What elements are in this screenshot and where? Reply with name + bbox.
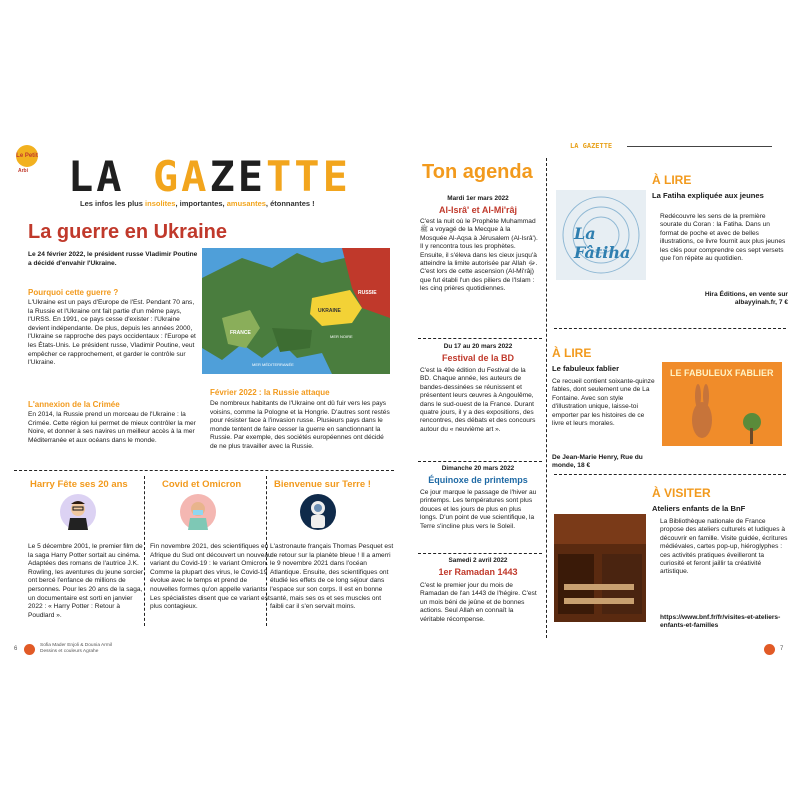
column-divider xyxy=(546,158,547,638)
map-label-ukraine: UKRAINE xyxy=(318,308,341,314)
event-text: Ce jour marque le passage de l'hiver au printemps. Les températures sont plus douces et les jours de plus en plus longs. D'un point de vue scientifique, la Terre s'incline plus vers le Soleil. xyxy=(420,489,537,530)
event-date: Dimanche 20 mars 2022 xyxy=(441,465,515,472)
section-text-attack: De nombreux habitants de l'Ukraine ont dû fuir vers les pays voisins, comme la Pologne et la Hongrie. D'autres sont restés pour résister face à l'invasion russe. Plusieurs pays dans le monde tentent de faire cesser la guerre en sanctionnant la Russie. Par exemple, des sociétés européennes ont décidé de ne plus travailler avec la Russie. xyxy=(210,400,390,450)
europe-map xyxy=(202,248,390,374)
fatiha-book-cover xyxy=(556,190,646,280)
news-text-harry: Le 5 décembre 2001, le premier film de la saga Harry Potter sortait au cinéma. Adaptées des romans de l'autrice J.K. Rowling, les aventures du jeune sorcier ont bercé l'enfance de millions de personnes. Pour les 20 ans de la saga, un documentaire est sorti en janvier 2022 : « Harry Potter : Retour à Poudlard ». xyxy=(28,543,144,619)
book-description: Redécouvre les sens de la première sourate du Coran : la Fatiha. Dans un format de poche et avec de belles illustrations, ce livre fournit aux plus jeunes les clés pour comprendre ces sept versets que l'on répète au quotidien. xyxy=(660,213,786,263)
harry-potter-avatar xyxy=(60,494,96,530)
divider xyxy=(554,474,786,475)
column-divider xyxy=(266,476,267,626)
visit-heading: À VISITER xyxy=(652,486,711,500)
event-name: Équinoxe de printemps xyxy=(428,475,528,485)
article-title: La guerre en Ukraine xyxy=(28,221,227,243)
visit-title: Ateliers enfants de la BnF xyxy=(652,504,746,513)
event-name: 1er Ramadan 1443 xyxy=(438,567,518,577)
event-text: C'est le premier jour du mois de Ramadan de l'an 1443 de l'hégire. C'est un mois béni de jeûne et de bonnes actions. Seul Allah en connaît la véritable récompense. xyxy=(420,582,537,623)
book-title: La Fatiha expliquée aux jeunes xyxy=(652,191,764,200)
visit-link[interactable]: https://www.bnf.fr/fr/visites-et-ateliers-enfants-et-familles xyxy=(660,614,781,630)
book-title: Le fabuleux fablier xyxy=(552,364,620,373)
map-label-black-sea: MER NOIRE xyxy=(330,334,353,339)
section-heading-attack: Février 2022 : la Russie attaque xyxy=(210,388,330,397)
astronaut-avatar xyxy=(300,494,336,530)
column-divider xyxy=(144,476,145,626)
event-name: Al-Isrâ' et Al-Mi'râj xyxy=(439,205,517,215)
news-title-harry: Harry Fête ses 20 ans xyxy=(30,479,128,490)
page-number: 7 xyxy=(780,646,784,652)
logo-badge: Le Petit xyxy=(16,145,38,167)
left-page xyxy=(10,138,396,666)
divider xyxy=(418,461,542,462)
top-rule xyxy=(627,146,772,147)
event-date: Samedi 2 avril 2022 xyxy=(448,557,508,564)
page-number: 6 xyxy=(14,646,18,652)
credits: Sofia Mader Enjoli & Dounia Armil Dessins et couleurs Agrahe xyxy=(40,643,112,654)
scientist-avatar xyxy=(180,494,216,530)
book-source: De Jean-Marie Henry, Rue du monde, 18 € xyxy=(552,454,643,470)
article-lead: Le 24 février 2022, le président russe Vladimir Poutine a décidé d'envahir l'Ukraine. xyxy=(28,251,198,267)
event-name: Festival de la BD xyxy=(441,353,515,363)
event-text: C'est la 49e édition du Festival de la BD. Chaque année, les auteurs de bandes-dessinées se réunissent et présentent leurs œuvres à Angoulême, dans le sud-ouest de la France. Durant quatre jours, il y a des expositions, des rencontres, des débats et des concours autour du « neuvième art ». xyxy=(420,367,536,433)
tagline: Les infos les plus insolites, importantes, amusantes, étonnantes ! xyxy=(80,199,315,208)
event-date: Mardi 1er mars 2022 xyxy=(447,195,509,202)
event-date: Du 17 au 20 mars 2022 xyxy=(443,343,513,350)
footer-logo xyxy=(24,644,35,655)
book-source: Hira Éditions, en vente sur albayyinah.fr, 7 € xyxy=(704,291,788,307)
masthead: LA GAZETTE xyxy=(68,152,351,201)
footer-logo xyxy=(764,644,775,655)
section-label: LA GAZETTE xyxy=(570,142,613,150)
news-text-covid: Fin novembre 2021, des scientifiques en Afrique du Sud ont découvert un nouveau variant du Covid-19 : le variant Omicron. Comme la plupart des virus, le Covid-19 évolue avec le temps et prend de nouvelles formes qu'on appelle variants. Les spécialistes disent que ce variant est plus contagieux. xyxy=(150,543,272,611)
fatiha-cover-title: La Fâtiha xyxy=(574,224,631,262)
section-text-why: L'Ukraine est un pays d'Europe de l'Est. Pendant 70 ans, la Russie et l'Ukraine ont fait partie d'un même pays, l'URSS. En 1991, ce pays cesse d'exister : l'Ukraine devient indépendante. De plus, depuis les années 2000, l'Ukraine se rapproche des pays occidentaux : l'Europe et les États-Unis. Le président russe, Vladimir Poutine, veut empêcher ce rapprochement, et garder le contrôle sur l'Ukraine. xyxy=(28,299,196,367)
logo-sub: Arbi xyxy=(18,168,28,174)
section-text-crimea: En 2014, la Russie prend un morceau de l'Ukraine : la Crimée. Cette région lui permet de mieux contrôler la mer Noire, et donner à ses navires un meilleur accès à la mer Méditerranée et aux océans dans le monde. xyxy=(28,411,196,444)
visit-description: La Bibliothèque nationale de France propose des ateliers culturels et ludiques à découvrir en famille. Visite guidée, écritures médiévales, cartes pop-up, hiéroglyphes : ces activités pratiques éveilleront ta curiosité et feront jaillir ta créativité artistique. xyxy=(660,518,788,576)
divider xyxy=(418,338,542,339)
read-heading: À LIRE xyxy=(552,346,592,360)
news-text-earth: L'astronaute français Thomas Pesquet est de retour sur la planète bleue ! Il a amerri le 9 novembre 2021 dans l'océan Atlantique. Ensuite, des scientifiques ont étudié les effets de ce long séjour dans l'espace sur son corps. Il est en bonne santé, mais ses os et ses muscles ont faibli car il s'en servait moins. xyxy=(270,543,394,611)
right-page xyxy=(404,138,790,666)
divider xyxy=(14,470,394,471)
map-label-russia: RUSSIE xyxy=(358,290,377,296)
event-text: C'est la nuit où le Prophète Muhammad ﷺ a voyagé de la Mecque à la Mosquée Al-Aqsa à Jérusalem (Al-Isrâ'). Il y rencontra tous les prophètes. Ensuite, il s'éleva dans les cieux jusqu'à atteindre la limite autorisée par Allah ﷻ. C'est lors de cette ascension (Al-Mi'râj) que fut établi l'un des piliers de l'Islam : les cinq prières quotidiennes. xyxy=(420,218,538,293)
fablier-cover-title: LE FABULEUX FABLIER xyxy=(670,368,774,378)
read-heading: À LIRE xyxy=(652,173,692,187)
book-description: Ce recueil contient soixante-quinze fables, dont seulement une de La Fontaine. Avec son style d'illustration unique, laisse-toi emporter par les histoires de ce livre et leurs morales. xyxy=(552,378,655,428)
news-title-covid: Covid et Omicron xyxy=(162,479,242,490)
section-heading-why: Pourquoi cette guerre ? xyxy=(28,288,119,297)
section-heading-crimea: L'annexion de la Crimée xyxy=(28,400,120,409)
divider xyxy=(418,553,542,554)
divider xyxy=(554,328,786,329)
news-title-earth: Bienvenue sur Terre ! xyxy=(274,479,371,490)
bnf-photo xyxy=(554,514,646,622)
map-label-france: FRANCE xyxy=(230,330,251,336)
map-label-med: MER MÉDITERRANÉE xyxy=(252,362,294,367)
agenda-title: Ton agenda xyxy=(422,161,533,183)
fablier-book-cover xyxy=(662,362,782,446)
